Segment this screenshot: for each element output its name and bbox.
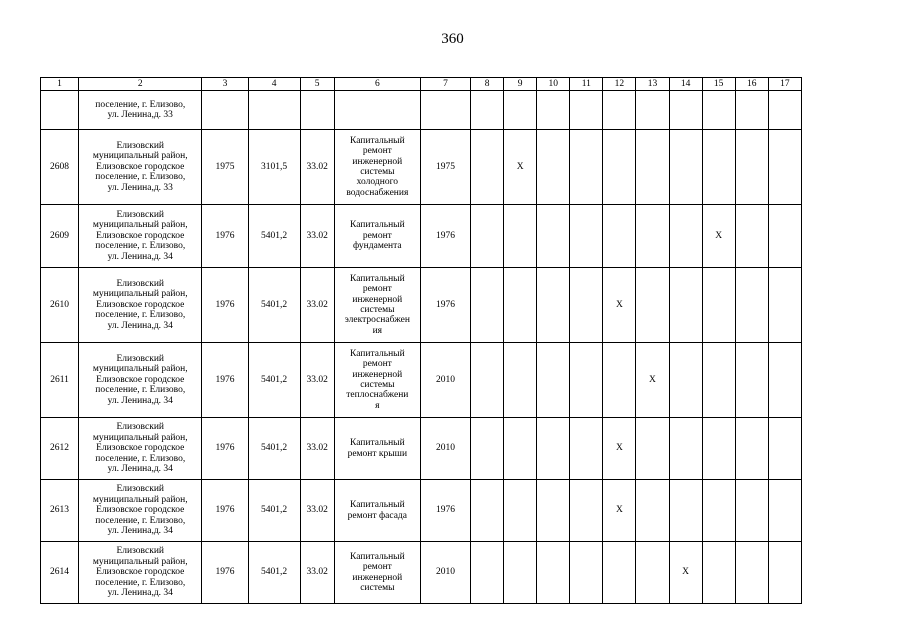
planned-year: 2010 bbox=[420, 418, 470, 480]
empty-cell-col-17 bbox=[768, 130, 801, 205]
empty-cell-col-16 bbox=[735, 91, 768, 130]
empty-cell-col-15 bbox=[702, 418, 735, 480]
object-address-line: муниципальный район, bbox=[92, 494, 188, 505]
work-description-line: ремонт фасада bbox=[347, 510, 407, 521]
mark-cell-col-15: X bbox=[702, 205, 735, 268]
work-description-line: инженерной bbox=[352, 369, 403, 380]
planned-year: 2010 bbox=[420, 542, 470, 604]
work-description-line: фундамента bbox=[353, 241, 402, 252]
empty-cell-col-13 bbox=[636, 418, 669, 480]
column-header-8: 8 bbox=[471, 78, 504, 91]
empty-cell-col-9 bbox=[504, 480, 537, 542]
work-description-line: системы bbox=[360, 305, 395, 315]
empty-cell-col-15 bbox=[702, 480, 735, 542]
work-description-line: ремонт bbox=[362, 230, 392, 241]
column-header-14: 14 bbox=[669, 78, 702, 91]
work-description-line: инженерной bbox=[352, 572, 403, 583]
table-row bbox=[41, 343, 802, 418]
column-header-3: 3 bbox=[202, 78, 248, 91]
work-code: 33.02 bbox=[300, 542, 334, 604]
empty-cell-col-16 bbox=[735, 268, 768, 343]
empty-cell-col-9 bbox=[504, 205, 537, 268]
empty-cell-col-17 bbox=[768, 480, 801, 542]
page-number: 360 bbox=[441, 31, 464, 47]
total-area: 5401,2 bbox=[248, 480, 300, 542]
empty-cell-col-12 bbox=[603, 542, 636, 604]
empty-cell-col-17 bbox=[768, 268, 801, 343]
empty-cell-col-9 bbox=[504, 542, 537, 604]
column-header-5: 5 bbox=[300, 78, 334, 91]
object-address-line: ул. Ленина,д. 34 bbox=[107, 251, 173, 262]
object-address-line: поселение, г. Елизово, bbox=[95, 310, 186, 321]
empty-cell-col-14 bbox=[669, 268, 702, 343]
object-address-line: поселение, г. Елизово, bbox=[95, 241, 186, 252]
repair-register-table bbox=[40, 77, 802, 604]
empty-cell-col-9 bbox=[504, 91, 537, 130]
object-address-line: Елизовский bbox=[116, 484, 164, 495]
object-address-line: Елизовский bbox=[116, 140, 164, 151]
empty-cell-col-17 bbox=[768, 418, 801, 480]
planned-year: 1976 bbox=[420, 205, 470, 268]
table-row bbox=[41, 205, 802, 268]
column-header-11: 11 bbox=[570, 78, 603, 91]
empty-cell-col-8 bbox=[471, 205, 504, 268]
total-area: 5401,2 bbox=[248, 542, 300, 604]
work-description-line: ремонт bbox=[362, 562, 392, 573]
empty-cell-col-13 bbox=[636, 268, 669, 343]
planned-year: 2010 bbox=[420, 343, 470, 418]
object-address-line: муниципальный район, bbox=[92, 556, 188, 567]
empty-cell-col-12 bbox=[603, 343, 636, 418]
empty-cell-col-17 bbox=[768, 91, 801, 130]
total-area: 5401,2 bbox=[248, 205, 300, 268]
planned-year: 1975 bbox=[420, 130, 470, 205]
total-area: 5401,2 bbox=[248, 268, 300, 343]
object-address-line: поселение, г. Елизово, bbox=[95, 385, 186, 396]
empty-cell-col-16 bbox=[735, 205, 768, 268]
object-address-line: Елизовское городское bbox=[96, 299, 185, 310]
empty-cell-col-10 bbox=[537, 268, 570, 343]
work-description-line: Капитальный bbox=[349, 500, 405, 511]
table-row bbox=[41, 542, 802, 604]
empty-cell-col-15 bbox=[702, 268, 735, 343]
object-address-line: ул. Ленина,д. 34 bbox=[107, 395, 173, 406]
object-address-line: муниципальный район, bbox=[92, 364, 188, 375]
object-address-line: Елизовское городское bbox=[96, 505, 185, 516]
mark-cell-col-12: X bbox=[603, 268, 636, 343]
object-address-line: ул. Ленина,д. 33 bbox=[107, 182, 173, 193]
object-address bbox=[79, 343, 202, 418]
column-header-13: 13 bbox=[636, 78, 669, 91]
empty-cell-col-13 bbox=[636, 542, 669, 604]
empty-cell-col-11 bbox=[570, 91, 603, 130]
object-address-line: Елизовское городское bbox=[96, 230, 185, 241]
empty-cell-col-17 bbox=[768, 343, 801, 418]
object-address-line: поселение, г. Елизово, bbox=[95, 515, 186, 526]
empty-cell-col-15 bbox=[702, 542, 735, 604]
empty-cell-col-13 bbox=[636, 480, 669, 542]
work-description bbox=[334, 480, 420, 542]
column-header-15: 15 bbox=[702, 78, 735, 91]
object-address-line: Елизовское городское bbox=[96, 567, 185, 578]
mark-cell-col-12: X bbox=[603, 418, 636, 480]
empty-cell-col-16 bbox=[735, 418, 768, 480]
object-address-line: поселение, г. Елизово, bbox=[95, 99, 186, 110]
object-number: 2613 bbox=[41, 480, 79, 542]
total-area bbox=[248, 91, 300, 130]
work-code: 33.02 bbox=[300, 268, 334, 343]
object-address-line: поселение, г. Елизово, bbox=[95, 453, 186, 464]
object-address bbox=[79, 91, 202, 130]
work-description bbox=[334, 205, 420, 268]
work-description-line: системы bbox=[360, 380, 395, 390]
empty-cell-col-10 bbox=[537, 418, 570, 480]
empty-cell-col-8 bbox=[471, 91, 504, 130]
empty-cell-col-10 bbox=[537, 130, 570, 205]
work-description bbox=[334, 91, 420, 130]
column-header-4: 4 bbox=[248, 78, 300, 91]
table-row bbox=[41, 480, 802, 542]
object-address-line: ул. Ленина,д. 34 bbox=[107, 464, 173, 475]
work-description-line: я bbox=[375, 400, 380, 411]
work-description-line: инженерной bbox=[352, 294, 403, 305]
object-address-line: муниципальный район, bbox=[92, 432, 188, 443]
construction-year: 1976 bbox=[202, 542, 248, 604]
column-number-row bbox=[41, 78, 802, 91]
work-description-line: теплоснабжени bbox=[346, 390, 409, 401]
empty-cell-col-15 bbox=[702, 130, 735, 205]
work-description bbox=[334, 268, 420, 343]
empty-cell-col-11 bbox=[570, 343, 603, 418]
planned-year: 1976 bbox=[420, 268, 470, 343]
column-header-6: 6 bbox=[334, 78, 420, 91]
table-row bbox=[41, 268, 802, 343]
empty-cell-col-8 bbox=[471, 343, 504, 418]
empty-cell-col-14 bbox=[669, 343, 702, 418]
object-address-line: муниципальный район, bbox=[92, 289, 188, 300]
empty-cell-col-16 bbox=[735, 542, 768, 604]
table-body bbox=[41, 78, 802, 604]
empty-cell-col-10 bbox=[537, 91, 570, 130]
object-number: 2610 bbox=[41, 268, 79, 343]
mark-cell-col-9: X bbox=[504, 130, 537, 205]
construction-year: 1976 bbox=[202, 418, 248, 480]
object-address-line: ул. Ленина,д. 34 bbox=[107, 320, 173, 331]
column-header-2: 2 bbox=[79, 78, 202, 91]
work-description-line: системы bbox=[360, 582, 395, 593]
work-description-line: Капитальный bbox=[349, 551, 405, 562]
construction-year: 1976 bbox=[202, 268, 248, 343]
object-address bbox=[79, 480, 202, 542]
empty-cell-col-16 bbox=[735, 343, 768, 418]
empty-cell-col-14 bbox=[669, 130, 702, 205]
empty-cell-col-11 bbox=[570, 418, 603, 480]
work-description-line: ремонт крыши bbox=[347, 448, 408, 459]
column-header-10: 10 bbox=[537, 78, 570, 91]
empty-cell-col-8 bbox=[471, 542, 504, 604]
object-address bbox=[79, 205, 202, 268]
empty-cell-col-14 bbox=[669, 480, 702, 542]
work-description bbox=[334, 130, 420, 205]
empty-cell-col-11 bbox=[570, 542, 603, 604]
object-address-line: Елизовское городское bbox=[96, 443, 185, 454]
table-row bbox=[41, 130, 802, 205]
empty-cell-col-12 bbox=[603, 130, 636, 205]
empty-cell-col-12 bbox=[603, 205, 636, 268]
empty-cell-col-10 bbox=[537, 480, 570, 542]
total-area: 5401,2 bbox=[248, 418, 300, 480]
work-description bbox=[334, 542, 420, 604]
construction-year: 1975 bbox=[202, 130, 248, 205]
object-address-line: муниципальный район, bbox=[92, 151, 188, 162]
column-header-1: 1 bbox=[41, 78, 79, 91]
construction-year bbox=[202, 91, 248, 130]
table-row bbox=[41, 91, 802, 130]
empty-cell-col-17 bbox=[768, 542, 801, 604]
object-address bbox=[79, 418, 202, 480]
object-address-line: ул. Ленина,д. 34 bbox=[107, 526, 173, 537]
work-description-line: Капитальный bbox=[349, 438, 405, 449]
empty-cell-col-14 bbox=[669, 91, 702, 130]
work-description bbox=[334, 418, 420, 480]
object-address-line: Елизовское городское bbox=[96, 374, 185, 385]
column-header-9: 9 bbox=[504, 78, 537, 91]
object-address-line: ул. Ленина,д. 33 bbox=[107, 110, 173, 120]
object-number: 2609 bbox=[41, 205, 79, 268]
work-description-line: холодного bbox=[356, 177, 398, 188]
empty-cell-col-8 bbox=[471, 130, 504, 205]
total-area: 5401,2 bbox=[248, 343, 300, 418]
object-address-line: ул. Ленина,д. 34 bbox=[107, 588, 173, 599]
mark-cell-col-13: X bbox=[636, 343, 669, 418]
mark-cell-col-14: X bbox=[669, 542, 702, 604]
object-address-line: Елизовский bbox=[116, 422, 164, 433]
work-description-line: ия bbox=[372, 325, 383, 336]
empty-cell-col-10 bbox=[537, 205, 570, 268]
work-description-line: Капитальный bbox=[349, 273, 405, 284]
empty-cell-col-9 bbox=[504, 268, 537, 343]
object-address-line: Елизовский bbox=[116, 546, 164, 557]
work-code: 33.02 bbox=[300, 205, 334, 268]
empty-cell-col-13 bbox=[636, 91, 669, 130]
column-header-12: 12 bbox=[603, 78, 636, 91]
work-description-line: Капитальный bbox=[349, 135, 405, 146]
work-description-line: ремонт bbox=[362, 359, 392, 370]
empty-cell-col-8 bbox=[471, 418, 504, 480]
planned-year bbox=[420, 91, 470, 130]
object-address-line: поселение, г. Елизово, bbox=[95, 577, 186, 588]
work-description-line: системы bbox=[360, 167, 395, 177]
object-address-line: Елизовский bbox=[116, 353, 164, 364]
empty-cell-col-16 bbox=[735, 480, 768, 542]
work-code: 33.02 bbox=[300, 343, 334, 418]
work-description-line: электроснабжен bbox=[344, 315, 410, 326]
work-description-line: ремонт bbox=[362, 146, 392, 157]
planned-year: 1976 bbox=[420, 480, 470, 542]
object-number: 2611 bbox=[41, 343, 79, 418]
object-address bbox=[79, 130, 202, 205]
work-description-line: инженерной bbox=[352, 156, 403, 167]
object-address-line: поселение, г. Елизово, bbox=[95, 172, 186, 183]
object-address-line: Елизовское городское bbox=[96, 161, 185, 172]
table-row bbox=[41, 418, 802, 480]
work-description-line: водоснабжения bbox=[346, 187, 409, 198]
empty-cell-col-14 bbox=[669, 205, 702, 268]
object-address-line: Елизовский bbox=[116, 209, 164, 220]
empty-cell-col-15 bbox=[702, 91, 735, 130]
empty-cell-col-13 bbox=[636, 130, 669, 205]
object-address bbox=[79, 542, 202, 604]
construction-year: 1976 bbox=[202, 480, 248, 542]
empty-cell-col-14 bbox=[669, 418, 702, 480]
column-header-17: 17 bbox=[768, 78, 801, 91]
empty-cell-col-15 bbox=[702, 343, 735, 418]
empty-cell-col-16 bbox=[735, 130, 768, 205]
empty-cell-col-9 bbox=[504, 418, 537, 480]
object-number bbox=[41, 91, 79, 130]
mark-cell-col-12: X bbox=[603, 480, 636, 542]
object-address bbox=[79, 268, 202, 343]
empty-cell-col-8 bbox=[471, 268, 504, 343]
object-number: 2608 bbox=[41, 130, 79, 205]
work-code bbox=[300, 91, 334, 130]
work-description-line: Капитальный bbox=[349, 220, 405, 231]
construction-year: 1976 bbox=[202, 205, 248, 268]
empty-cell-col-12 bbox=[603, 91, 636, 130]
empty-cell-col-11 bbox=[570, 130, 603, 205]
object-address-line: муниципальный район, bbox=[92, 220, 188, 231]
total-area: 3101,5 bbox=[248, 130, 300, 205]
empty-cell-col-13 bbox=[636, 205, 669, 268]
empty-cell-col-9 bbox=[504, 343, 537, 418]
object-number: 2614 bbox=[41, 542, 79, 604]
empty-cell-col-8 bbox=[471, 480, 504, 542]
work-code: 33.02 bbox=[300, 418, 334, 480]
work-description bbox=[334, 343, 420, 418]
empty-cell-col-11 bbox=[570, 480, 603, 542]
empty-cell-col-17 bbox=[768, 205, 801, 268]
empty-cell-col-11 bbox=[570, 205, 603, 268]
object-number: 2612 bbox=[41, 418, 79, 480]
work-description-line: Капитальный bbox=[349, 348, 405, 359]
work-description-line: ремонт bbox=[362, 284, 392, 295]
column-header-7: 7 bbox=[420, 78, 470, 91]
empty-cell-col-10 bbox=[537, 343, 570, 418]
object-address-line: Елизовский bbox=[116, 278, 164, 289]
work-code: 33.02 bbox=[300, 480, 334, 542]
empty-cell-col-10 bbox=[537, 542, 570, 604]
empty-cell-col-11 bbox=[570, 268, 603, 343]
work-code: 33.02 bbox=[300, 130, 334, 205]
column-header-16: 16 bbox=[735, 78, 768, 91]
construction-year: 1976 bbox=[202, 343, 248, 418]
